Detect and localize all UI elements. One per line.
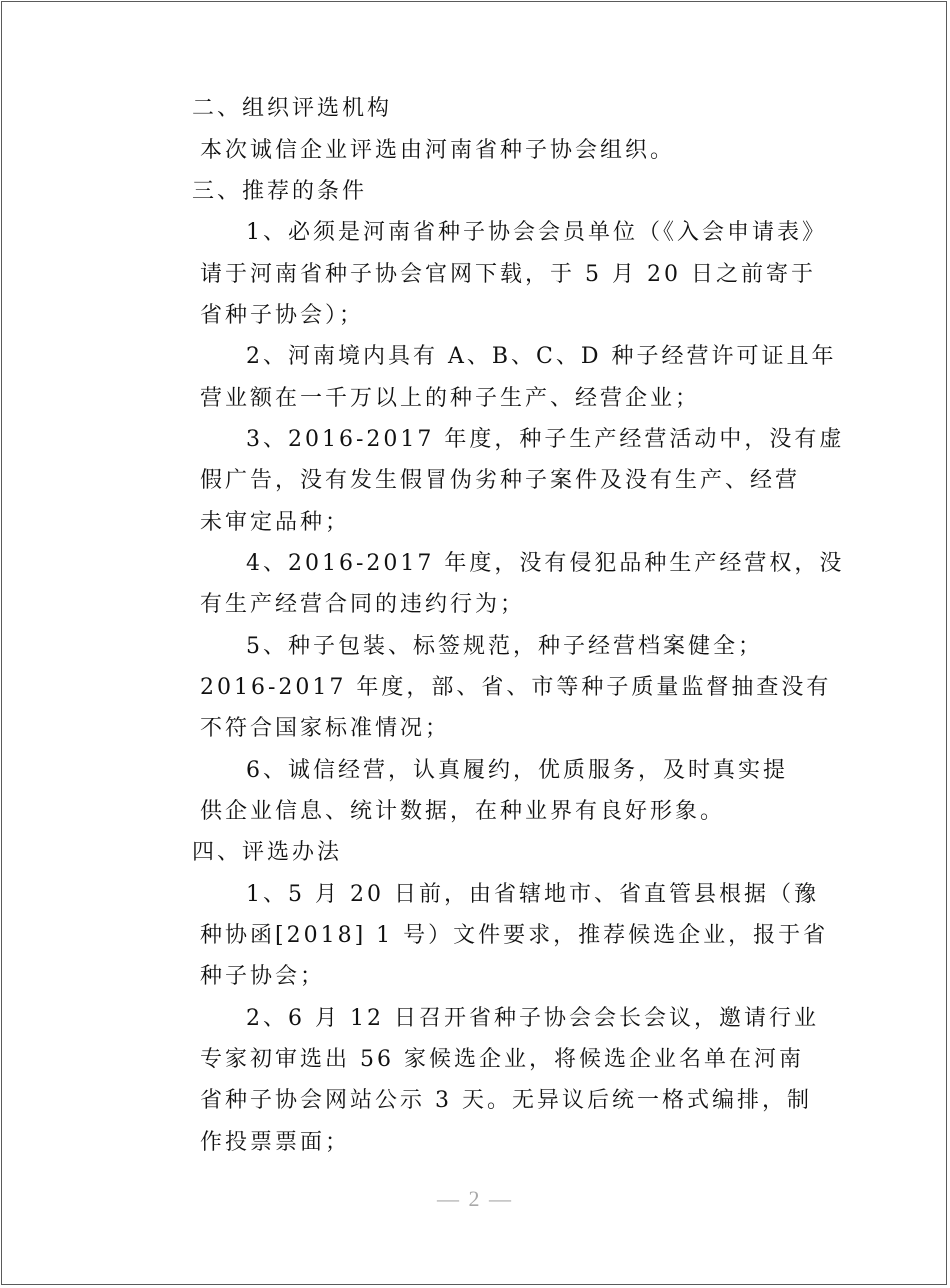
paragraph-line: 营业额在一千万以上的种子生产、经营企业； <box>200 386 701 411</box>
section-heading-4: 四、评选办法 <box>192 840 343 865</box>
paragraph-line: 3、2016-2017 年度，种子生产经营活动中，没有虚 <box>246 427 845 452</box>
paragraph-line: 6、诚信经营，认真履约，优质服务，及时真实提 <box>246 758 788 783</box>
paragraph-line: 2、河南境内具有 A、B、C、D 种子经营许可证且年 <box>246 344 837 369</box>
paragraph-line: 省种子协会网站公示 3 天。无异议后统一格式编排，制 <box>200 1088 812 1113</box>
paragraph-line: 种协函[2018] 1 号）文件要求，推荐候选企业，报于省 <box>200 923 829 948</box>
paragraph-line: 请于河南省种子协会官网下载，于 5 月 20 日之前寄于 <box>200 262 816 287</box>
paragraph-line: 省种子协会）； <box>200 303 365 328</box>
paragraph-line: 2、6 月 12 日召开省种子协会会长会议，邀请行业 <box>246 1006 819 1031</box>
paragraph-line: 种子协会； <box>200 964 326 989</box>
paragraph-line: 本次诚信企业评选由河南省种子协会组织。 <box>200 138 676 163</box>
page-number: — 2 — <box>437 1186 513 1211</box>
section-heading-2: 二、组织评选机构 <box>192 96 393 121</box>
section-heading-3: 三、推荐的条件 <box>192 179 368 204</box>
paragraph-line: 1、5 月 20 日前，由省辖地市、省直管县根据（豫 <box>246 882 819 907</box>
paragraph-line: 作投票票面； <box>200 1130 351 1155</box>
paragraph-line: 供企业信息、统计数据，在种业界有良好形象。 <box>200 799 726 824</box>
paragraph-line: 专家初审选出 56 家候选企业，将候选企业名单在河南 <box>200 1047 804 1072</box>
paragraph-line: 有生产经营合同的违约行为； <box>200 592 526 617</box>
paragraph-line: 4、2016-2017 年度，没有侵犯品种生产经营权，没 <box>246 551 845 576</box>
paragraph-line: 假广告，没有发生假冒伪劣种子案件及没有生产、经营 <box>200 468 801 493</box>
paragraph-line: 不符合国家标准情况； <box>200 716 451 741</box>
paragraph-line: 5、种子包装、标签规范，种子经营档案健全； <box>246 634 763 659</box>
paragraph-line: 1、必须是河南省种子协会会员单位（《入会申请表》 <box>246 220 827 245</box>
paragraph-line: 未审定品种； <box>200 510 351 535</box>
paragraph-line: 2016-2017 年度，部、省、市等种子质量监督抽查没有 <box>200 675 832 700</box>
